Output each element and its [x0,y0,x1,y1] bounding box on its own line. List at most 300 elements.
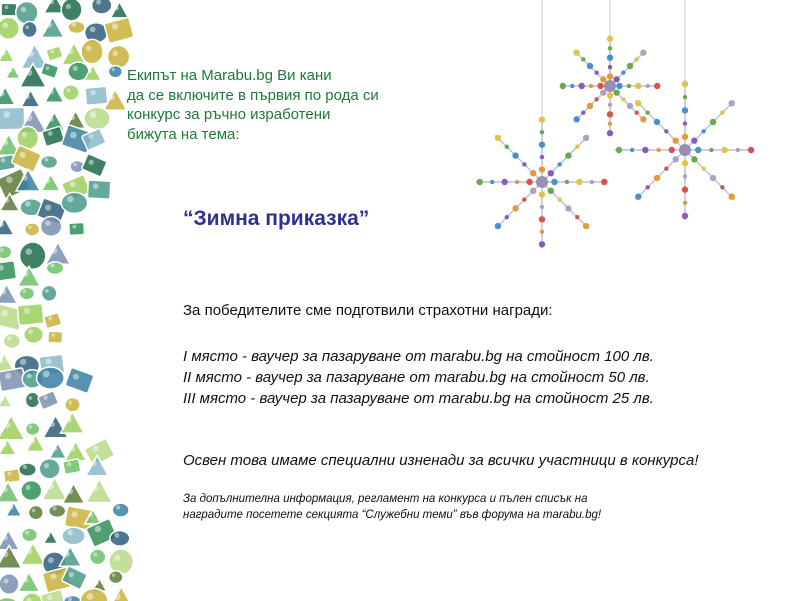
gem [81,39,103,63]
gem [46,262,63,275]
gem [44,531,58,544]
snowflake-top-bead [608,122,612,126]
gem-highlight [21,7,27,13]
snowflake-left-bead [540,230,544,234]
gem [19,463,37,476]
snowflake-top-bead [607,92,613,98]
gem-highlight [25,94,30,99]
gem-highlight [70,115,75,120]
snowflake-right-bead [669,147,675,153]
snowflake-top-bead [607,130,613,136]
gem [61,192,87,213]
gem [37,367,65,389]
snowflake-top-bead [578,83,584,89]
snowflake-left-bead [539,166,545,172]
gem-highlight [21,175,27,181]
snowflake-right-bead [616,147,622,153]
gem [0,415,25,440]
intro-line-4: бижута на тема: [127,125,240,143]
gem-highlight [9,69,13,73]
gem [48,331,63,343]
snowflake-left-bead [539,117,545,123]
snowflake-top-bead [616,83,622,89]
snowflake-top-bead [627,63,633,69]
gem-highlight [67,462,71,466]
gem [87,180,110,199]
gem [1,3,17,15]
gem-highlight [26,69,33,76]
snowflake-right-bead [736,148,740,152]
gem-highlight [1,289,6,294]
gem [0,261,17,282]
gem [17,303,44,325]
snowflake-top-bead [621,97,625,101]
gem-highlight [44,463,49,468]
gem-highlight [114,555,120,561]
gem [63,85,80,101]
gem [111,2,129,18]
gem-highlight [112,51,118,57]
snowflake-top-bead [594,70,598,74]
gem [41,17,63,37]
snowflake-right-bead [683,201,687,205]
snowflake-left-bead [539,241,545,247]
gem-highlight [46,66,50,70]
gem-highlight [88,69,92,73]
snowflake-right-bead [682,107,688,113]
snowflake-left-bead [530,188,536,194]
snowflake-right-bead [682,160,688,166]
gem-highlight [3,22,8,27]
gem-highlight [114,533,119,538]
gem [0,107,25,130]
gem-highlight [88,513,92,517]
gem [26,423,40,436]
gem [40,216,61,236]
gem-highlight [70,446,75,451]
gem [107,587,135,601]
snowflake-top-bead [607,111,613,117]
snowflake-left-bead [590,180,594,184]
gem-highlight [26,548,32,554]
snowflake-right-bead [642,147,648,153]
gem [0,17,19,39]
gem [6,502,21,516]
gem-highlight [45,221,50,226]
gem-highlight [23,577,28,582]
snowflake-top-bead [587,103,593,109]
gem [20,242,46,269]
prizes-heading: За победителите сме подготвили страхотни награди: [183,302,553,319]
gem [49,505,66,518]
snowflake-left-bead [576,179,582,185]
gem-highlight [26,485,31,490]
gem [18,572,40,591]
gem-highlight [69,572,74,577]
snowflake-left-bead [539,216,545,222]
gem-highlight [51,248,57,254]
gem-highlight [23,465,27,469]
gem [25,392,39,408]
gem-highlight [67,489,73,495]
snowflake-left-bead [505,215,509,219]
snowflake-left-bead [548,170,554,176]
snowflake-left-bead [526,179,532,185]
gem-highlight [112,573,116,577]
gem-highlight [29,425,33,429]
snowflake-right-bead [682,134,688,140]
gem-highlight [20,359,26,365]
snowflake-top-bead [640,116,646,122]
gem [41,62,59,78]
snowflake-left-bead [557,197,561,201]
snowflake-left-center [536,176,548,188]
snowflake-top-bead [560,83,566,89]
gem-highlight [23,289,27,293]
gem-highlight [109,95,115,101]
gem-highlight [28,225,32,229]
gem [86,479,112,503]
intro-text [127,66,427,144]
gem-highlight [45,359,51,365]
snowflake-left-bead [601,179,607,185]
gem-highlight [49,421,55,427]
gem [22,593,43,601]
gem-highlight [30,439,35,444]
snowflake-left-bead [557,162,561,166]
gem [68,21,85,33]
gem-highlight [72,23,76,27]
gem-highlight [115,6,119,10]
snowflake-top-bead [581,110,585,114]
snowflake-left-bead [515,180,519,184]
gem-highlight [50,50,54,54]
gem-highlight [20,152,26,158]
gem [24,326,44,343]
gem-highlight [70,181,76,187]
gem-highlight [29,396,33,400]
gem [21,481,42,501]
gem-highlight [66,417,72,423]
snowflake-right-bead [721,147,727,153]
gem-highlight [93,183,99,189]
gem-highlight [28,329,33,334]
snowflake-top-bead [613,76,619,82]
snowflake-right-bead [683,95,687,99]
gem-highlight [46,178,51,183]
gem-highlight [45,289,49,293]
snowflake-right-bead [645,185,649,189]
gem [42,174,60,191]
snowflake-left-bead [565,152,571,158]
gem-highlight [23,271,29,277]
gem-highlight [48,483,54,489]
gem-highlight [90,111,97,118]
gem [39,459,60,479]
gem [104,17,134,44]
snowflake-top-bead [613,89,619,95]
snowflake-left-bead [522,197,526,201]
snowflake-right-center [679,144,691,156]
gem [0,439,16,455]
gem [43,312,61,328]
snowflake-top-bead [635,83,641,89]
gem-highlight [4,579,9,584]
gem-highlight [114,593,121,600]
gem [21,90,40,107]
gem-highlight [26,115,33,122]
snowflake-left-bead [539,141,545,147]
snowflake-left-bead [501,179,507,185]
gem [92,0,112,14]
special-surprises-note: Освен това имаме специални изненади за всички участници в конкурса! [183,452,699,469]
gem [46,46,63,61]
snowflake-top-bead [608,103,612,107]
gem-highlight [70,132,77,139]
gem-highlight [72,225,76,229]
gem-highlight [67,48,73,54]
snowflake-top-bead [646,84,650,88]
snowflake-top-bead [600,76,606,82]
gem [21,543,45,565]
gem [112,503,129,517]
prize-third: III място - ваучер за пазаруване от marabu.bg на стойност 25 лв. [183,390,654,407]
gem [0,597,19,601]
gem-highlight [73,163,77,167]
gem [46,242,71,264]
gem-highlight [22,132,27,137]
snowflake-right-bead [720,185,724,189]
prize-second: II място - ваучер за пазаруване от marabu.bg на стойност 50 лв. [183,369,650,386]
gem [65,398,80,412]
snowflake-top-bead [654,83,660,89]
snowflake-top-bead [570,84,574,88]
snowflake-top-bead [621,70,625,74]
snowflake-left-bead [539,191,545,197]
gem-highlight [24,308,30,314]
snowflake-right-bead [645,110,649,114]
gem [3,469,20,484]
gem-highlight [1,310,8,317]
gem-highlight [112,68,116,72]
snowflake-top-bead [627,103,633,109]
snowflake-left-bead [477,179,483,185]
snowflake-top-bead [589,84,593,88]
snowflake-right-bead [691,137,697,143]
snowflake-top-bead [608,65,612,69]
snowflake-right-bead [701,166,705,170]
snowflake-left-bead [540,130,544,134]
gem-highlight [91,461,97,467]
gem [49,443,66,458]
gem [65,367,94,393]
snowflake-left-bead [583,135,589,141]
snowflake-left-bead [565,205,571,211]
gem [63,484,85,504]
gem-highlight [2,551,8,557]
snowflake-right-bead [710,119,716,125]
gem-highlight [2,535,7,540]
gem [107,45,129,68]
snowflake-left-bead [551,179,557,185]
gem-highlight [51,333,55,337]
snowflake-left-bead [583,223,589,229]
gem-highlight [25,25,29,29]
gem-highlight [4,421,11,428]
intro-line-2: да се включите в първия по рода си [127,86,379,104]
gem-highlight [95,581,99,585]
snowflake-left-bead [495,223,501,229]
gem-highlight [7,336,11,340]
gem-highlight [49,89,54,94]
gem-highlight [4,198,9,203]
snowflake-right-bead [654,119,660,125]
gem-highlight [73,66,78,71]
gem-highlight [8,472,12,476]
gem [109,549,133,574]
snowflake-left-bead [505,145,509,149]
snowflake-left-bead [512,152,518,158]
intro-line-1: Екипът на Marabu.bg Ви кани [127,67,332,84]
gem-highlight [1,158,5,162]
intro-line-3: конкурс за ръчно изработени [127,106,331,123]
snowflake-top-center [604,80,616,92]
gem-highlight [50,573,56,579]
gem-highlight [73,374,79,380]
gem [69,222,85,235]
snowflake-right-bead [683,174,687,178]
snowflake-right-bead [748,147,754,153]
prizes-list [183,346,654,409]
snowflake-top-bead [597,83,603,89]
gem [0,194,19,212]
gem [65,441,87,461]
gem [40,156,57,169]
gem-highlight [44,157,48,161]
gem-highlight [43,370,50,377]
info-line-2: наградите посетете секцията “Служебни теми” във форума на marabu.bg! [183,509,602,521]
gem [0,245,12,258]
gem-highlight [47,22,53,28]
snowflake-right-bead [635,193,641,199]
snowflake-left-bead [548,188,554,194]
gem-highlight [47,534,51,538]
snowflake-right-bead [630,148,634,152]
gem-highlight [89,160,94,165]
gem [84,107,110,129]
snowflake-top-bead [634,110,638,114]
snowflake-top-bead [608,46,612,50]
snowflake-right-bead [728,100,734,106]
gem [3,334,20,349]
gem [22,22,37,38]
gem-highlight [116,505,120,509]
snowflake-left-bead [575,145,579,149]
gem-highlight [48,131,53,136]
gem-highlight [25,248,32,255]
snowflake-right-bead [709,148,713,152]
snowflake-left-bead [565,180,569,184]
gem-highlight [95,526,101,532]
gem-highlight [1,397,5,401]
snowflake-right-bead [728,193,734,199]
snowflake-right-bead [720,110,724,114]
gem-highlight [67,530,73,536]
gem-highlight [25,201,31,207]
gem-highlight [27,373,32,378]
gem-highlight [45,204,51,210]
gem-highlight [53,506,57,510]
gem-highlight [88,134,93,139]
gem-highlight [64,551,70,557]
gem [109,571,123,584]
snowflake-right-bead [656,148,660,152]
gem-highlight [25,531,29,535]
gem [41,285,56,301]
gem-highlight [2,51,6,55]
gem-highlight [66,4,71,9]
gem [61,0,82,21]
snowflake-top-bead [627,84,631,88]
snowflake-right-bead [683,121,687,125]
gem-highlight [92,485,99,492]
snowflake-right-bead [710,175,716,181]
snowflake-right-bead [654,175,660,181]
more-info-text [183,491,601,523]
gem-highlight [32,509,36,513]
gem [81,154,107,178]
snowflake-top-bead [640,49,646,55]
gem [45,85,64,102]
gem-highlight [87,593,94,600]
snowflake-left-bead [495,135,501,141]
gem-highlight [43,396,47,400]
snowflake-left-bead [512,205,518,211]
snowflake-right-bead [664,166,668,170]
gem-highlight [112,23,118,29]
gem [110,531,130,546]
snowflake-right-bead [664,129,668,133]
snowflake-right-bead [682,213,688,219]
gem-highlight [72,511,78,517]
snowflake-top-bead [573,49,579,55]
beaded-snowflakes-decoration [470,0,760,250]
snowflake-top-bead [573,116,579,122]
gem-highlight [48,557,54,563]
gem [6,65,20,78]
gem-highlight [90,90,95,95]
gem [19,287,34,300]
gem-highlight [5,5,9,9]
gem-highlight [47,594,52,599]
snowflake-left-bead [540,155,544,159]
snowflake-right-bead [691,156,697,162]
contest-title: “Зимна приказка” [183,207,370,230]
gem-highlight [68,401,72,405]
snowflake-top-bead [634,57,638,61]
snowflake-right-bead [701,129,705,133]
snowflake-right-bead [672,156,678,162]
gem [61,412,84,433]
gem [16,2,38,25]
snowflake-top-bead [594,97,598,101]
gem-highlight [53,447,57,451]
gem [22,528,38,542]
snowflake-left-bead [490,180,494,184]
gem [62,527,85,545]
gem [26,435,44,452]
gem-highlight [6,176,13,183]
